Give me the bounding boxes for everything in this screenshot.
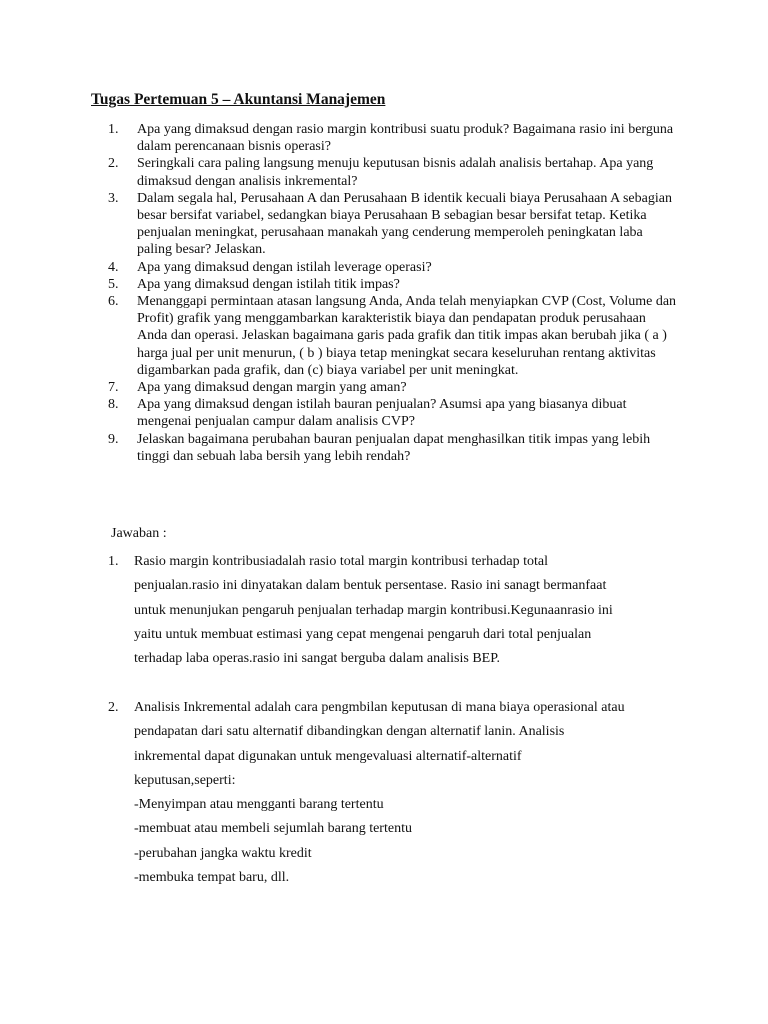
answer-line: terhadap laba operas.rasio ini sangat berguba dalam analisis BEP. — [134, 651, 500, 667]
question-item — [108, 379, 678, 396]
answers-heading: Jawaban : — [111, 526, 167, 541]
answer-list — [108, 696, 678, 890]
question-number: 7. — [108, 380, 119, 396]
question-number: 5. — [108, 276, 119, 292]
question-text: Apa yang dimaksud dengan istilah titik impas? — [137, 276, 400, 292]
question-text: Apa yang dimaksud dengan istilah leverage operasi? — [137, 259, 432, 275]
answer-line: -perubahan jangka waktu kredit — [134, 845, 312, 861]
answer-line: -membuka tempat baru, dll. — [134, 870, 290, 886]
answer-line: Rasio margin kontribusiadalah rasio total margin kontribusi terhadap total — [134, 554, 548, 569]
question-text: Jelaskan bagaimana perubahan bauran penjualan dapat menghasilkan titik impas yang lebih tinggi dan sebuah laba bersih yang lebih rendah? — [137, 431, 651, 464]
answer-item — [108, 696, 678, 890]
answer-line: yaitu untuk membuat estimasi yang cepat mengenai pengaruh dari total penjualan — [134, 626, 592, 642]
answer-line: keputusan,seperti: — [134, 772, 236, 788]
answer-line: pendapatan dari satu alternatif dibandingkan dengan alternatif lanin. Analisis — [134, 724, 565, 740]
question-number: 2. — [108, 156, 119, 172]
answer-line: penjualan.rasio ini dinyatakan dalam bentuk persentase. Rasio ini sanagt bermanfaat — [134, 578, 607, 594]
question-list — [108, 121, 678, 465]
question-number: 8. — [108, 397, 119, 413]
answer-item — [108, 550, 678, 671]
question-item — [108, 190, 678, 259]
question-text: Apa yang dimaksud dengan rasio margin kontribusi suatu produk? Bagaimana rasio ini berguna dalam perencanaan bisnis operasi? — [137, 122, 674, 155]
answer-line: inkremental dapat digunakan untuk mengevaluasi alternatif-alternatif — [134, 748, 522, 764]
answer-line: untuk menunjukan pengaruh penjualan terhadap margin kontribusi.Kegunaanrasio ini — [134, 602, 613, 618]
question-item — [108, 396, 678, 430]
question-item — [108, 276, 678, 293]
question-number: 1. — [108, 122, 119, 137]
question-text: Apa yang dimaksud dengan istilah bauran penjualan? Asumsi apa yang biasanya dibuat mengenai penjualan campur dalam analisis CVP? — [137, 397, 627, 430]
answer-line: -Menyimpan atau mengganti barang tertentu — [134, 797, 384, 813]
question-number: 6. — [108, 294, 119, 310]
question-text: Dalam segala hal, Perusahaan A dan Perusahaan B identik kecuali biaya Perusahaan A sebagian besar bersifat variabel, sedangkan biaya Perusahaan B sebagian besar bersifat tetap. Ketika penjualan meningkat, perusahaan manakah yang cenderung memperoleh peningkatan laba paling besar? Jelaskan. — [137, 190, 672, 258]
answer-number: 1. — [108, 554, 119, 569]
question-number: 4. — [108, 259, 119, 275]
question-item — [108, 121, 678, 155]
question-number: 3. — [108, 190, 119, 206]
question-text: Apa yang dimaksud dengan margin yang aman? — [137, 380, 407, 396]
question-item — [108, 155, 678, 189]
question-item — [108, 259, 678, 276]
question-text: Seringkali cara paling langsung menuju keputusan bisnis adalah analisis bertahap. Apa yang dimaksud dengan analisis inkremental? — [137, 156, 654, 189]
question-item — [108, 431, 678, 465]
answer-list — [108, 550, 678, 671]
question-item — [108, 293, 678, 379]
answer-number: 2. — [108, 700, 119, 715]
document-title: Tugas Pertemuan 5 – Akuntansi Manajemen — [91, 91, 386, 108]
question-number: 9. — [108, 431, 119, 447]
question-text: Menanggapi permintaan atasan langsung Anda, Anda telah menyiapkan CVP (Cost, Volume dan Profit) grafik yang menggambarkan karakteristik biaya dan pendapatan produk perusahaan Anda dan operasi. Jelaskan bagaimana garis pada grafik dan titik impas akan berubah jika ( a ) harga jual per unit menurun, ( b ) biaya tetap meningkat secara keseluruhan rentang aktivitas digambarkan pada grafik, dan (c) biaya variabel per unit meningkat. — [137, 294, 677, 378]
answer-line: Analisis Inkremental adalah cara pengmbilan keputusan di mana biaya operasional atau — [134, 700, 625, 715]
answer-line: -membuat atau membeli sejumlah barang tertentu — [134, 821, 412, 837]
